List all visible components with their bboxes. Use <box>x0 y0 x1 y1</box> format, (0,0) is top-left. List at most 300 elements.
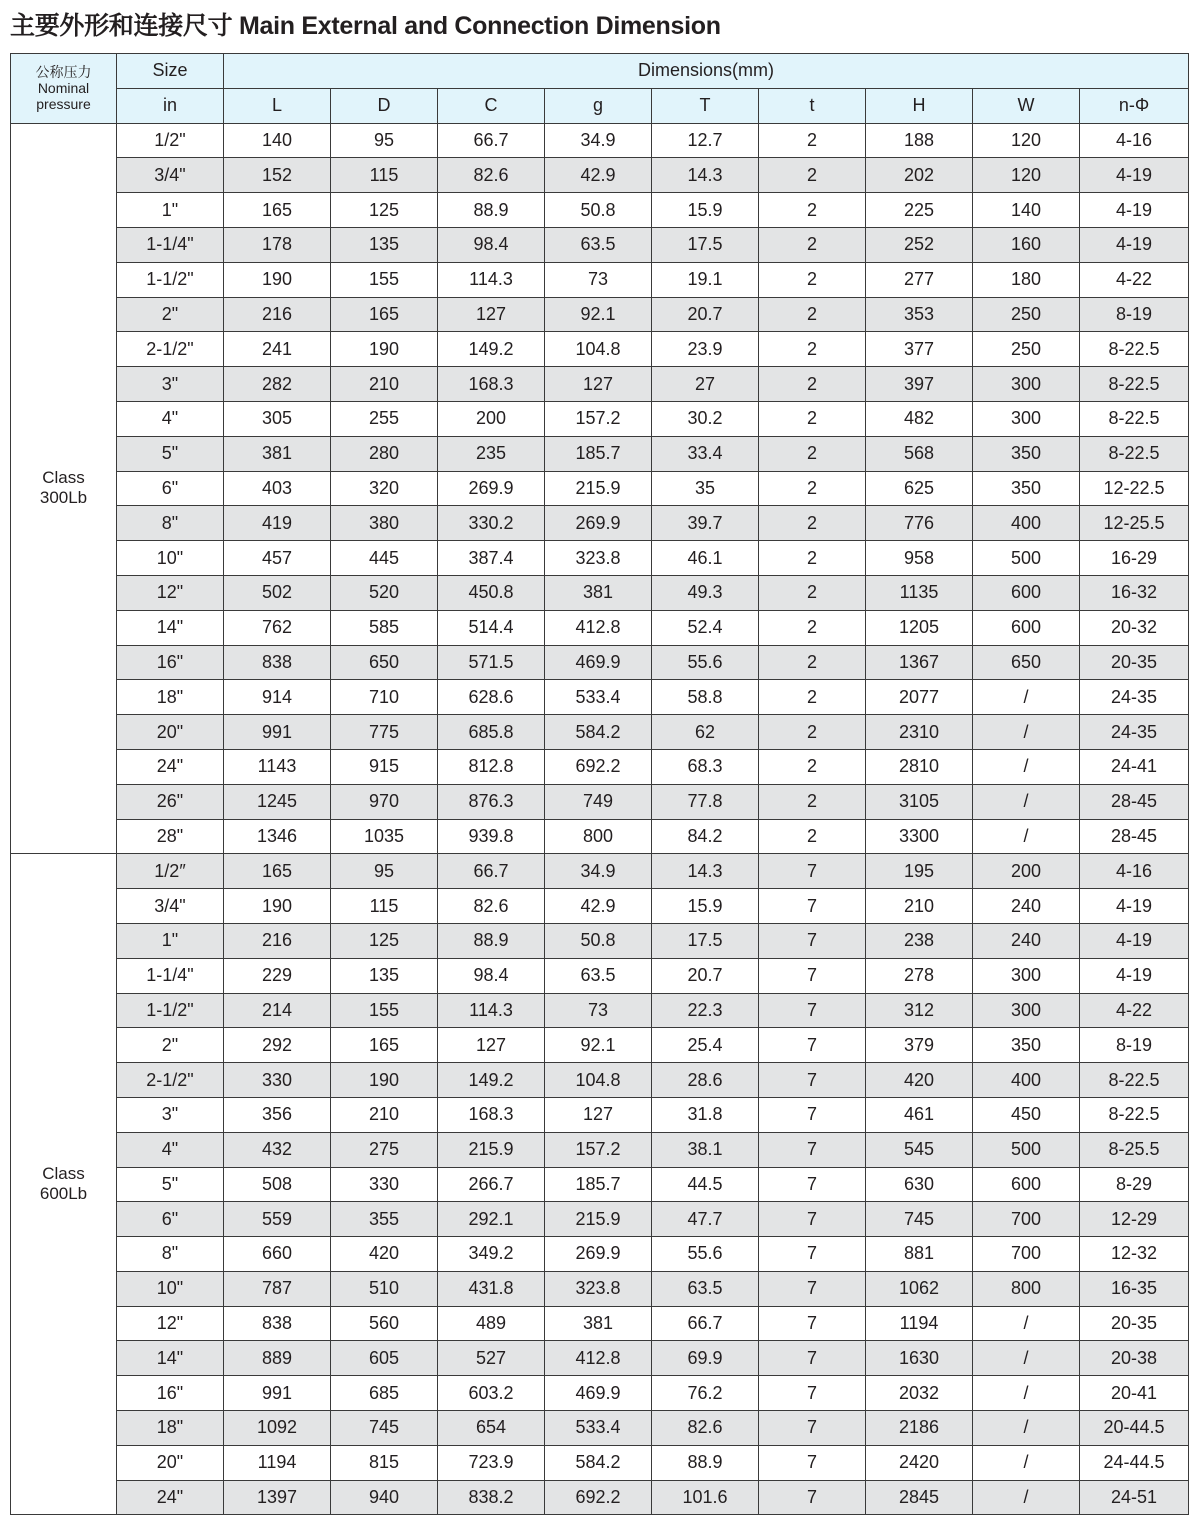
dimension-cell: 4-19 <box>1080 923 1189 958</box>
dimension-cell: 4-19 <box>1080 158 1189 193</box>
table-row <box>11 1445 1189 1480</box>
dimension-cell: / <box>973 1445 1080 1480</box>
dimension-cell: 28-45 <box>1080 819 1189 854</box>
dimension-cell: 889 <box>224 1341 331 1376</box>
dimension-cell: 305 <box>224 401 331 436</box>
dimension-cell: 25.4 <box>652 1028 759 1063</box>
dimension-cell: 1062 <box>866 1271 973 1306</box>
dimension-cell: 82.6 <box>652 1411 759 1446</box>
dimension-cell: 723.9 <box>438 1445 545 1480</box>
dimension-cell: 815 <box>331 1445 438 1480</box>
dimension-cell: 216 <box>224 923 331 958</box>
table-row <box>11 541 1189 576</box>
column-header-1: D <box>331 88 438 123</box>
dimension-cell: 155 <box>331 993 438 1028</box>
dimension-cell: 400 <box>973 506 1080 541</box>
dimension-cell: / <box>973 1341 1080 1376</box>
dimension-cell: 881 <box>866 1237 973 1272</box>
dimension-cell: 800 <box>973 1271 1080 1306</box>
dimension-cell: 165 <box>224 854 331 889</box>
dimension-cell: 104.8 <box>545 1063 652 1098</box>
dimension-cell: 22.3 <box>652 993 759 1028</box>
dimension-cell: 2077 <box>866 680 973 715</box>
dimension-cell: 603.2 <box>438 1376 545 1411</box>
size-cell: 3" <box>117 367 224 402</box>
dimension-cell: 838 <box>224 1306 331 1341</box>
dimension-cell: 157.2 <box>545 401 652 436</box>
size-cell: 2" <box>117 297 224 332</box>
dimension-cell: 73 <box>545 262 652 297</box>
dimension-cell: 7 <box>759 1480 866 1515</box>
size-cell: 3" <box>117 1097 224 1132</box>
size-cell: 4" <box>117 1132 224 1167</box>
dimension-cell: 7 <box>759 1237 866 1272</box>
dimension-cell: 20.7 <box>652 297 759 332</box>
dimension-cell: 692.2 <box>545 1480 652 1515</box>
dimension-cell: 84.2 <box>652 819 759 854</box>
size-cell: 1" <box>117 923 224 958</box>
dimension-cell: 185.7 <box>545 436 652 471</box>
table-row <box>11 332 1189 367</box>
dimension-cell: 445 <box>331 541 438 576</box>
dimension-cell: 215.9 <box>545 1202 652 1237</box>
dimension-cell: 403 <box>224 471 331 506</box>
dimension-cell: 82.6 <box>438 889 545 924</box>
dimension-cell: 2 <box>759 471 866 506</box>
nominal-pressure-header <box>11 54 117 124</box>
dimension-cell: 125 <box>331 193 438 228</box>
dimension-cell: 7 <box>759 854 866 889</box>
table-row <box>11 123 1189 158</box>
dimension-cell: 2 <box>759 123 866 158</box>
dimension-cell: 62 <box>652 715 759 750</box>
dimension-cell: 98.4 <box>438 227 545 262</box>
dimension-cell: 350 <box>973 436 1080 471</box>
size-cell: 26" <box>117 784 224 819</box>
dimension-cell: 7 <box>759 1341 866 1376</box>
dimension-cell: 700 <box>973 1237 1080 1272</box>
size-cell: 10" <box>117 1271 224 1306</box>
dimension-cell: 381 <box>545 1306 652 1341</box>
dimension-cell: 30.2 <box>652 401 759 436</box>
table-row <box>11 297 1189 332</box>
dimension-cell: 52.4 <box>652 610 759 645</box>
pressure-class-cell <box>11 123 117 854</box>
dimension-cell: 27 <box>652 367 759 402</box>
dimension-cell: 12-29 <box>1080 1202 1189 1237</box>
table-row <box>11 680 1189 715</box>
dimension-cell: 1397 <box>224 1480 331 1515</box>
dimension-cell: 50.8 <box>545 193 652 228</box>
dimension-cell: 4-19 <box>1080 227 1189 262</box>
table-row <box>11 506 1189 541</box>
dimension-cell: 140 <box>224 123 331 158</box>
dimension-cell: 7 <box>759 1411 866 1446</box>
dimension-cell: 215.9 <box>438 1132 545 1167</box>
dimension-cell: 2 <box>759 819 866 854</box>
dimension-cell: 400 <box>973 1063 1080 1098</box>
dimension-cell: 431.8 <box>438 1271 545 1306</box>
dimension-cell: 500 <box>973 1132 1080 1167</box>
header-row-2 <box>11 88 1189 123</box>
dimension-cell: 66.7 <box>438 854 545 889</box>
dimension-cell: 1245 <box>224 784 331 819</box>
dimension-cell: 584.2 <box>545 1445 652 1480</box>
dimension-cell: 17.5 <box>652 923 759 958</box>
dimension-cell: 16-29 <box>1080 541 1189 576</box>
dimension-cell: 397 <box>866 367 973 402</box>
table-row <box>11 749 1189 784</box>
dimension-cell: / <box>973 784 1080 819</box>
size-cell: 10" <box>117 541 224 576</box>
dimension-cell: 190 <box>224 262 331 297</box>
dimension-cell: 34.9 <box>545 854 652 889</box>
size-cell: 18" <box>117 1411 224 1446</box>
dimension-cell: 520 <box>331 575 438 610</box>
dimension-cell: 240 <box>973 889 1080 924</box>
dimension-cell: 200 <box>973 854 1080 889</box>
dimension-cell: 210 <box>331 367 438 402</box>
dimension-cell: 508 <box>224 1167 331 1202</box>
dimension-cell: 69.9 <box>652 1341 759 1376</box>
size-cell: 28" <box>117 819 224 854</box>
table-row <box>11 575 1189 610</box>
dimension-cell: 8-22.5 <box>1080 1097 1189 1132</box>
dimension-cell: 31.8 <box>652 1097 759 1132</box>
size-cell: 6" <box>117 471 224 506</box>
dimension-cell: 88.9 <box>652 1445 759 1480</box>
dimension-cell: 20.7 <box>652 958 759 993</box>
dimension-cell: 940 <box>331 1480 438 1515</box>
table-row <box>11 1028 1189 1063</box>
dimension-cell: 600 <box>973 1167 1080 1202</box>
dimension-cell: 502 <box>224 575 331 610</box>
dimension-cell: 2 <box>759 158 866 193</box>
dimension-cell: 202 <box>866 158 973 193</box>
dimension-cell: 17.5 <box>652 227 759 262</box>
size-cell: 1/2" <box>117 123 224 158</box>
dimension-cell: 300 <box>973 401 1080 436</box>
column-header-4: T <box>652 88 759 123</box>
dimension-cell: 469.9 <box>545 645 652 680</box>
dimension-cell: 2 <box>759 193 866 228</box>
size-cell: 20" <box>117 1445 224 1480</box>
dimension-cell: 377 <box>866 332 973 367</box>
size-cell: 2" <box>117 1028 224 1063</box>
dimension-cell: 66.7 <box>652 1306 759 1341</box>
size-cell: 1-1/4" <box>117 958 224 993</box>
dimension-cell: 482 <box>866 401 973 436</box>
dimension-cell: 600 <box>973 575 1080 610</box>
dimension-cell: 195 <box>866 854 973 889</box>
table-row <box>11 715 1189 750</box>
dimension-cell: 545 <box>866 1132 973 1167</box>
table-row <box>11 923 1189 958</box>
dimension-cell: 381 <box>545 575 652 610</box>
size-cell: 1/2″ <box>117 854 224 889</box>
size-cell: 16" <box>117 645 224 680</box>
dimension-cell: 19.1 <box>652 262 759 297</box>
dimension-cell: 2032 <box>866 1376 973 1411</box>
size-header: Size <box>117 54 224 89</box>
dimension-cell: / <box>973 680 1080 715</box>
dimension-cell: 7 <box>759 993 866 1028</box>
table-row <box>11 1271 1189 1306</box>
dimension-cell: 1194 <box>224 1445 331 1480</box>
dimension-cell: 127 <box>438 1028 545 1063</box>
dimension-cell: 2 <box>759 227 866 262</box>
dimension-cell: 38.1 <box>652 1132 759 1167</box>
dimension-cell: 23.9 <box>652 332 759 367</box>
dimension-cell: 356 <box>224 1097 331 1132</box>
dimension-cell: 42.9 <box>545 158 652 193</box>
dimension-cell: 241 <box>224 332 331 367</box>
size-cell: 8" <box>117 1237 224 1272</box>
header-row-1 <box>11 54 1189 89</box>
dimension-cell: 92.1 <box>545 1028 652 1063</box>
dimension-cell: 2845 <box>866 1480 973 1515</box>
dimension-cell: 165 <box>224 193 331 228</box>
dimension-cell: 991 <box>224 715 331 750</box>
dimension-cell: 7 <box>759 1097 866 1132</box>
table-row <box>11 1376 1189 1411</box>
dimension-cell: 1143 <box>224 749 331 784</box>
dimension-cell: 4-19 <box>1080 889 1189 924</box>
dimension-cell: 330.2 <box>438 506 545 541</box>
dimension-cell: 7 <box>759 889 866 924</box>
dimension-cell: 300 <box>973 958 1080 993</box>
size-cell: 14" <box>117 610 224 645</box>
dimension-cell: 180 <box>973 262 1080 297</box>
dimension-cell: 115 <box>331 889 438 924</box>
dimension-cell: 149.2 <box>438 1063 545 1098</box>
dimension-cell: / <box>973 715 1080 750</box>
column-header-0: L <box>224 88 331 123</box>
dimension-cell: 46.1 <box>652 541 759 576</box>
dimension-cell: 34.9 <box>545 123 652 158</box>
dimension-cell: 4-16 <box>1080 123 1189 158</box>
dimension-cell: 28.6 <box>652 1063 759 1098</box>
dimension-cell: 8-19 <box>1080 297 1189 332</box>
table-row <box>11 784 1189 819</box>
dimension-cell: 457 <box>224 541 331 576</box>
dimension-cell: 2 <box>759 575 866 610</box>
dimension-cell: 380 <box>331 506 438 541</box>
dimension-cell: 330 <box>224 1063 331 1098</box>
size-cell: 20" <box>117 715 224 750</box>
dimension-cell: 24-41 <box>1080 749 1189 784</box>
dimension-cell: 650 <box>973 645 1080 680</box>
dimension-cell: 68.3 <box>652 749 759 784</box>
dimension-cell: 350 <box>973 471 1080 506</box>
dimension-cell: 300 <box>973 367 1080 402</box>
table-row <box>11 958 1189 993</box>
dimension-cell: 2 <box>759 367 866 402</box>
dimension-cell: 330 <box>331 1167 438 1202</box>
dimension-cell: 914 <box>224 680 331 715</box>
dimension-cell: 95 <box>331 854 438 889</box>
dimension-cell: 24-51 <box>1080 1480 1189 1515</box>
dimension-cell: 585 <box>331 610 438 645</box>
dimension-cell: 24-35 <box>1080 680 1189 715</box>
dimension-cell: 2 <box>759 332 866 367</box>
dimension-cell: 2 <box>759 297 866 332</box>
dimension-cell: 24-44.5 <box>1080 1445 1189 1480</box>
dimension-cell: 20-41 <box>1080 1376 1189 1411</box>
dimension-cell: 269.9 <box>438 471 545 506</box>
dimension-cell: 2 <box>759 541 866 576</box>
dimension-cell: / <box>973 1306 1080 1341</box>
dimension-cell: 225 <box>866 193 973 228</box>
dimension-cell: 381 <box>224 436 331 471</box>
pressure-en1: Nominal <box>37 80 90 97</box>
dimension-cell: 2420 <box>866 1445 973 1480</box>
dimension-cell: 2 <box>759 645 866 680</box>
dimension-cell: 127 <box>438 297 545 332</box>
dimension-cell: 238 <box>866 923 973 958</box>
dimension-cell: 58.8 <box>652 680 759 715</box>
dimension-cell: 190 <box>331 1063 438 1098</box>
dimension-cell: 2 <box>759 506 866 541</box>
dimension-cell: 4-19 <box>1080 958 1189 993</box>
dimension-cell: 514.4 <box>438 610 545 645</box>
table-row <box>11 367 1189 402</box>
dimension-cell: 8-25.5 <box>1080 1132 1189 1167</box>
size-cell: 8" <box>117 506 224 541</box>
dimension-cell: 282 <box>224 367 331 402</box>
dimension-cell: 280 <box>331 436 438 471</box>
dimension-cell: 685.8 <box>438 715 545 750</box>
dimension-cell: 7 <box>759 1202 866 1237</box>
dimension-cell: 660 <box>224 1237 331 1272</box>
dimension-cell: 420 <box>331 1237 438 1272</box>
dimension-cell: 8-22.5 <box>1080 1063 1189 1098</box>
dimension-cell: 7 <box>759 958 866 993</box>
dimension-cell: 560 <box>331 1306 438 1341</box>
dimension-cell: 20-32 <box>1080 610 1189 645</box>
dimension-cell: 8-22.5 <box>1080 367 1189 402</box>
dimension-cell: 450.8 <box>438 575 545 610</box>
dimension-cell: 320 <box>331 471 438 506</box>
dimension-cell: 710 <box>331 680 438 715</box>
dimension-cell: 527 <box>438 1341 545 1376</box>
class-label: Class <box>42 468 85 488</box>
dimension-cell: 47.7 <box>652 1202 759 1237</box>
dimension-cell: 12-25.5 <box>1080 506 1189 541</box>
dimension-cell: 88.9 <box>438 193 545 228</box>
dimension-cell: 533.4 <box>545 680 652 715</box>
table-row <box>11 993 1189 1028</box>
dimension-cell: 745 <box>866 1202 973 1237</box>
dimension-cell: 98.4 <box>438 958 545 993</box>
dimension-cell: 66.7 <box>438 123 545 158</box>
table-row <box>11 1132 1189 1167</box>
dimension-cell: 115 <box>331 158 438 193</box>
dimension-cell: 8-22.5 <box>1080 436 1189 471</box>
dimension-cell: 2310 <box>866 715 973 750</box>
table-row <box>11 1202 1189 1237</box>
dimension-cell: 600 <box>973 610 1080 645</box>
dimension-cell: 269.9 <box>545 506 652 541</box>
dimension-cell: 49.3 <box>652 575 759 610</box>
dimension-cell: 127 <box>545 367 652 402</box>
dimension-cell: 292.1 <box>438 1202 545 1237</box>
dimension-cell: 939.8 <box>438 819 545 854</box>
dimension-cell: 387.4 <box>438 541 545 576</box>
dimension-cell: 269.9 <box>545 1237 652 1272</box>
dimension-cell: 24-35 <box>1080 715 1189 750</box>
dimension-cell: 101.6 <box>652 1480 759 1515</box>
dimension-cell: 210 <box>331 1097 438 1132</box>
dimension-cell: 991 <box>224 1376 331 1411</box>
dimension-cell: 44.5 <box>652 1167 759 1202</box>
dimension-cell: 214 <box>224 993 331 1028</box>
dimension-cell: 55.6 <box>652 645 759 680</box>
dimension-cell: 568 <box>866 436 973 471</box>
dimension-cell: 800 <box>545 819 652 854</box>
dimension-cell: 7 <box>759 1063 866 1098</box>
size-cell: 18" <box>117 680 224 715</box>
dimension-cell: 559 <box>224 1202 331 1237</box>
table-row <box>11 645 1189 680</box>
dimension-cell: 700 <box>973 1202 1080 1237</box>
dimension-cell: 533.4 <box>545 1411 652 1446</box>
dimension-cell: 82.6 <box>438 158 545 193</box>
dimension-cell: 8-22.5 <box>1080 332 1189 367</box>
dimension-cell: 120 <box>973 158 1080 193</box>
dimension-cell: 39.7 <box>652 506 759 541</box>
dimension-cell: 275 <box>331 1132 438 1167</box>
dimension-cell: 1346 <box>224 819 331 854</box>
dimension-cell: 654 <box>438 1411 545 1446</box>
size-cell: 1" <box>117 193 224 228</box>
dimension-cell: 762 <box>224 610 331 645</box>
dimension-cell: 76.2 <box>652 1376 759 1411</box>
dimension-cell: 42.9 <box>545 889 652 924</box>
dimension-cell: 216 <box>224 297 331 332</box>
dimension-cell: 190 <box>331 332 438 367</box>
dimension-cell: 2 <box>759 262 866 297</box>
dimension-cell: 12.7 <box>652 123 759 158</box>
dimension-cell: / <box>973 1480 1080 1515</box>
size-cell: 16" <box>117 1376 224 1411</box>
dimension-cell: 4-19 <box>1080 193 1189 228</box>
dimension-cell: 277 <box>866 262 973 297</box>
dimension-cell: 2 <box>759 436 866 471</box>
table-row <box>11 471 1189 506</box>
dimension-cell: 838 <box>224 645 331 680</box>
table-row <box>11 193 1189 228</box>
dimension-cell: 33.4 <box>652 436 759 471</box>
dimension-cell: 775 <box>331 715 438 750</box>
dimension-cell: 235 <box>438 436 545 471</box>
size-cell: 24" <box>117 749 224 784</box>
table-row <box>11 819 1189 854</box>
dimension-cell: 412.8 <box>545 610 652 645</box>
dimension-cell: 2 <box>759 749 866 784</box>
table-row <box>11 227 1189 262</box>
dimension-cell: 229 <box>224 958 331 993</box>
size-cell: 5" <box>117 436 224 471</box>
dimension-cell: 323.8 <box>545 541 652 576</box>
dimension-cell: 240 <box>973 923 1080 958</box>
dimension-cell: 20-38 <box>1080 1341 1189 1376</box>
dimension-cell: 210 <box>866 889 973 924</box>
table-row <box>11 262 1189 297</box>
dimension-cell: 4-22 <box>1080 993 1189 1028</box>
dimension-cell: / <box>973 1411 1080 1446</box>
class-label: Class <box>42 1164 85 1184</box>
